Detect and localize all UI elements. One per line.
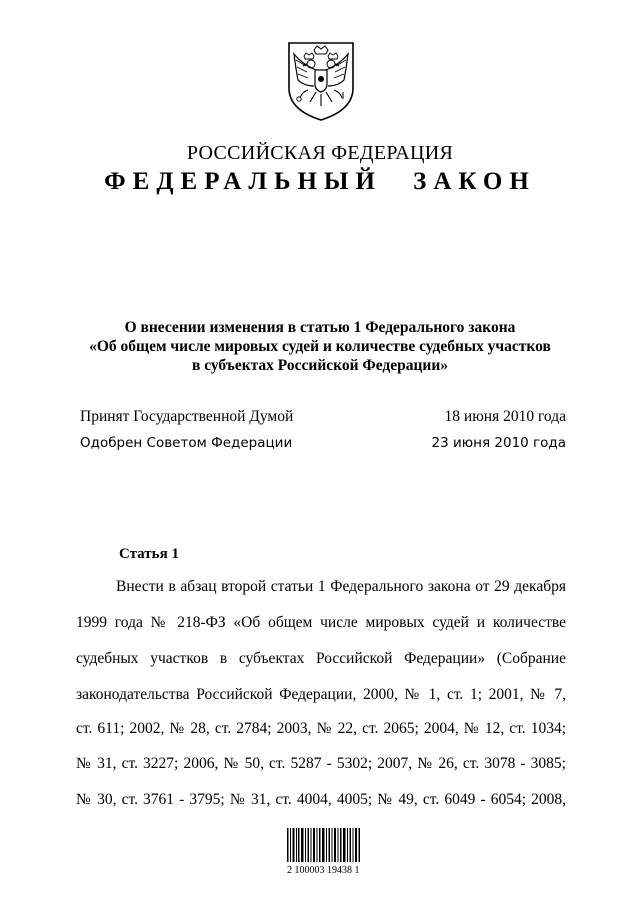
- law-title-line: О внесении изменения в статью 1 Федерального закона: [124, 319, 516, 336]
- adoption-date: 18 июня 2010 года: [444, 408, 566, 425]
- law-title: [60, 318, 580, 375]
- law-title-line: «Об общем числе мировых судей и количестве судебных участков: [89, 338, 551, 355]
- barcode-icon: [287, 828, 361, 862]
- country-name: РОССИЙСКАЯ ФЕДЕРАЦИЯ: [186, 142, 454, 164]
- law-type-heading: ФЕДЕРАЛЬНЫЙ ЗАКОН: [104, 168, 536, 195]
- barcode-number: 2 100003 19438 1: [287, 865, 360, 876]
- adoption-date: 23 июня 2010 года: [431, 435, 566, 451]
- article-heading: Статья 1: [119, 546, 179, 562]
- russian-coat-of-arms-icon: [286, 40, 356, 122]
- law-title-line: в субъектах Российской Федерации»: [191, 357, 449, 374]
- adoption-label: Одобрен Советом Федерации: [80, 435, 293, 451]
- adoption-label: Принят Государственной Думой: [80, 408, 294, 425]
